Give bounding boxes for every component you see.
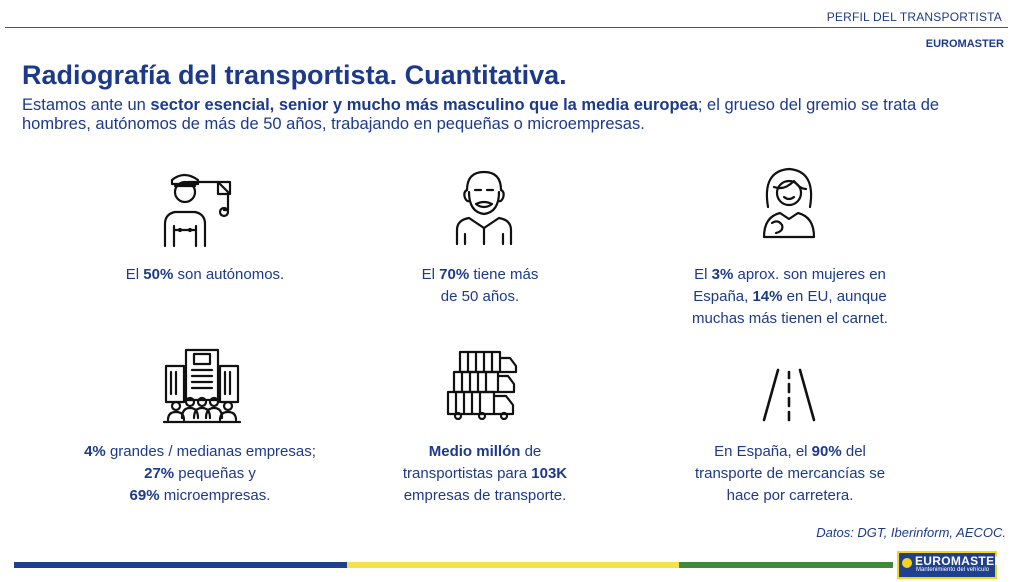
logo-name: EUROMASTER (915, 554, 1004, 568)
logo-tagline: Mantenimiento del vehículo (916, 567, 990, 573)
source-note: Datos: DGT, Iberinform, AECOC. (816, 525, 1006, 540)
header-divider (5, 27, 1008, 28)
truck-fleet-icon (446, 348, 522, 420)
woman-icon (758, 163, 820, 241)
stat-carretera: En España, el 90% del transporte de mercancías se hace por carretera. (694, 443, 886, 504)
senior-man-icon (453, 168, 515, 246)
page-title: Radiografía del transportista. Cuantitativa. (22, 60, 567, 90)
logo-mark-icon (902, 558, 912, 568)
footer-bar-yellow (347, 562, 679, 568)
road-icon (760, 368, 818, 422)
stat-mujeres: El 3% aprox. son mujeres en España, 14% en EU, aunque muchas más tienen el carnet. (692, 266, 888, 327)
footer-bar-green (679, 562, 893, 568)
driver-truck-icon (160, 168, 242, 248)
stat-empresas: 4% grandes / medianas empresas; 27% pequeñas y 69% microempresas. (84, 443, 316, 504)
header-brand: EUROMASTER (925, 38, 1004, 50)
section-title: PERFIL DEL TRANSPORTISTA (826, 10, 1002, 24)
intro-text: Estamos ante un sector esencial, senior y mucho más masculino que la media europea; el grueso del gremio se trata de hombres, autónomos de más de 50 años, trabajando en pequeñas o microempresas. (22, 96, 940, 133)
stat-edad: El 70% tiene más de 50 años. (421, 266, 539, 305)
footer-bar-blue (14, 562, 347, 568)
stat-autonomos: El 50% son autónomos. (125, 266, 285, 283)
euromaster-logo (897, 551, 1004, 579)
buildings-people-icon (162, 346, 242, 424)
stat-transportistas: Medio millón de transportistas para 103K empresas de transporte. (402, 443, 568, 504)
